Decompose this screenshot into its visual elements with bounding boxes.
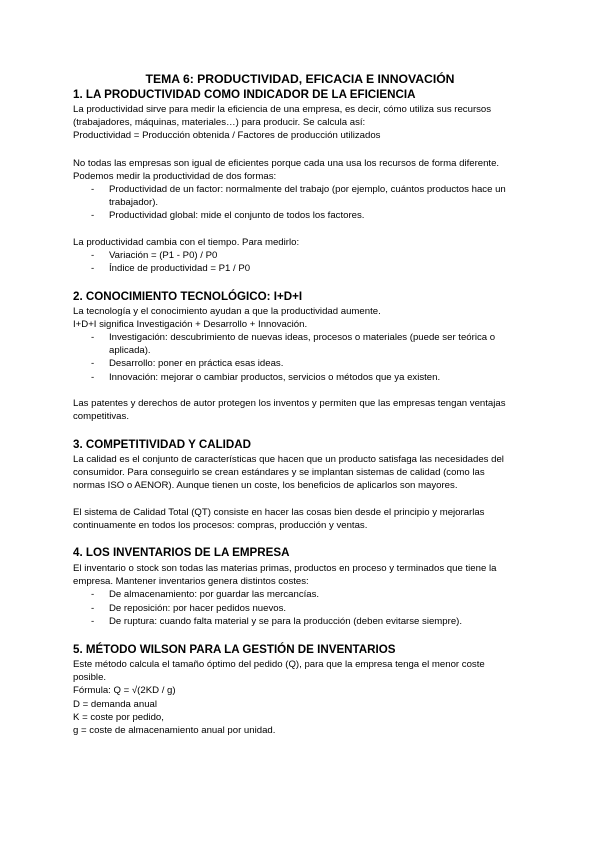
text-line: competitivas. <box>73 411 129 423</box>
section-1-paragraph-1 <box>73 103 533 143</box>
text-line: El inventario o stock son todas las materias primas, productos en proceso y terminados que tiene la <box>73 563 497 574</box>
list-dash: - <box>91 616 95 627</box>
list-item-storage-cost: De almacenamiento: por guardar las mercancías. <box>109 589 320 600</box>
text-line: Podemos medir la productividad de dos formas: <box>73 171 277 183</box>
text-line: normas ISO o AENOR). Aunque tienen un coste, los beneficios de aplicarlos son mayores. <box>73 480 458 492</box>
list-item-global-productivity: Productividad global: mide el conjunto de todos los factores. <box>109 210 365 221</box>
text-line: continuamente en todos los procesos: compras, producción y ventas. <box>73 520 368 532</box>
text-line: consumidor. Para conseguirlo se crean estándares y se implantan sistemas de calidad (como las <box>73 467 485 479</box>
text-line: Investigación: descubrimiento de nuevas ideas, procesos o materiales (puede ser teórica o <box>109 332 496 343</box>
section-4-heading: 4. LOS INVENTARIOS DE LA EMPRESA <box>73 546 290 559</box>
section-1-paragraph-2 <box>73 157 533 183</box>
section-2-paragraph-1 <box>73 305 533 331</box>
text-line: aplicada). <box>109 345 151 357</box>
text-line: Las patentes y derechos de autor protegen los inventos y permiten que las empresas tengan ventajas <box>73 398 506 409</box>
list-item-innovation: Innovación: mejorar o cambiar productos, servicios o métodos que ya existen. <box>109 372 441 383</box>
text-line: Este método calcula el tamaño óptimo del pedido (Q), para que la empresa tenga el menor coste <box>73 659 485 670</box>
text-line: g = coste de almacenamiento anual por unidad. <box>73 725 276 737</box>
text-line: Productividad = Producción obtenida / Factores de producción utilizados <box>73 130 381 142</box>
text-line: trabajador). <box>109 197 159 209</box>
section-1-heading: 1. LA PRODUCTIVIDAD COMO INDICADOR DE LA EFICIENCIA <box>73 88 416 101</box>
list-item-replenishment-cost: De reposición: por hacer pedidos nuevos. <box>109 603 287 614</box>
text-line: El sistema de Calidad Total (QT) consiste en hacer las cosas bien desde el principio y mejorarlas <box>73 507 485 518</box>
list-item-development: Desarrollo: poner en práctica esas ideas. <box>109 358 284 369</box>
list-dash: - <box>91 210 95 221</box>
text-line: No todas las empresas son igual de eficientes porque cada una usa los recursos de forma diferente. <box>73 158 500 169</box>
section-3-paragraph-2 <box>73 506 533 532</box>
list-dash: - <box>91 372 95 383</box>
list-item-productivity-index: Índice de productividad = P1 / P0 <box>109 263 251 274</box>
text-line: K = coste por pedido, <box>73 711 164 723</box>
list-dash: - <box>91 603 95 614</box>
section-5-paragraph-1 <box>73 658 533 737</box>
text-line: (trabajadores, máquinas, materiales…) para producir. Se calcula así: <box>73 117 366 129</box>
section-2-paragraph-2 <box>73 397 533 423</box>
section-4-paragraph-1 <box>73 562 533 588</box>
section-2-heading: 2. CONOCIMIENTO TECNOLÓGICO: I+D+I <box>73 290 303 303</box>
list-item-research <box>109 331 529 357</box>
text-line: posible. <box>73 672 107 684</box>
list-dash: - <box>91 332 95 343</box>
text-line: La calidad es el conjunto de características que hacen que un producto satisfaga las necesidades del <box>73 454 504 465</box>
list-dash: - <box>91 250 95 261</box>
text-line: Productividad de un factor: normalmente del trabajo (por ejemplo, cuántos productos hace un <box>109 184 506 195</box>
list-dash: - <box>91 589 95 600</box>
text-line: empresa. Mantener inventarios genera distintos costes: <box>73 576 309 588</box>
text-line: La productividad sirve para medir la eficiencia de una empresa, es decir, cómo utiliza sus recursos <box>73 104 492 115</box>
wilson-formula: Fórmula: Q = √(2KD / g) <box>73 685 176 697</box>
list-item-variation: Variación = (P1 - P0) / P0 <box>109 250 218 261</box>
page-title: TEMA 6: PRODUCTIVIDAD, EFICACIA E INNOVACIÓN <box>145 72 455 86</box>
list-dash: - <box>91 184 95 195</box>
list-item-factor-productivity <box>109 183 529 209</box>
text-line: D = demanda anual <box>73 698 158 710</box>
list-dash: - <box>91 263 95 274</box>
text-line: I+D+I significa Investigación + Desarrollo + Innovación. <box>73 319 308 331</box>
section-5-heading: 5. MÉTODO WILSON PARA LA GESTIÓN DE INVENTARIOS <box>73 643 396 656</box>
section-3-paragraph-1 <box>73 453 533 493</box>
section-3-heading: 3. COMPETITIVIDAD Y CALIDAD <box>73 438 252 451</box>
section-1-paragraph-3: La productividad cambia con el tiempo. Para medirlo: <box>73 237 300 248</box>
list-item-stockout-cost: De ruptura: cuando falta material y se para la producción (deben evitarse siempre). <box>109 616 463 627</box>
text-line: La tecnología y el conocimiento ayudan a que la productividad aumente. <box>73 306 381 317</box>
list-dash: - <box>91 358 95 369</box>
